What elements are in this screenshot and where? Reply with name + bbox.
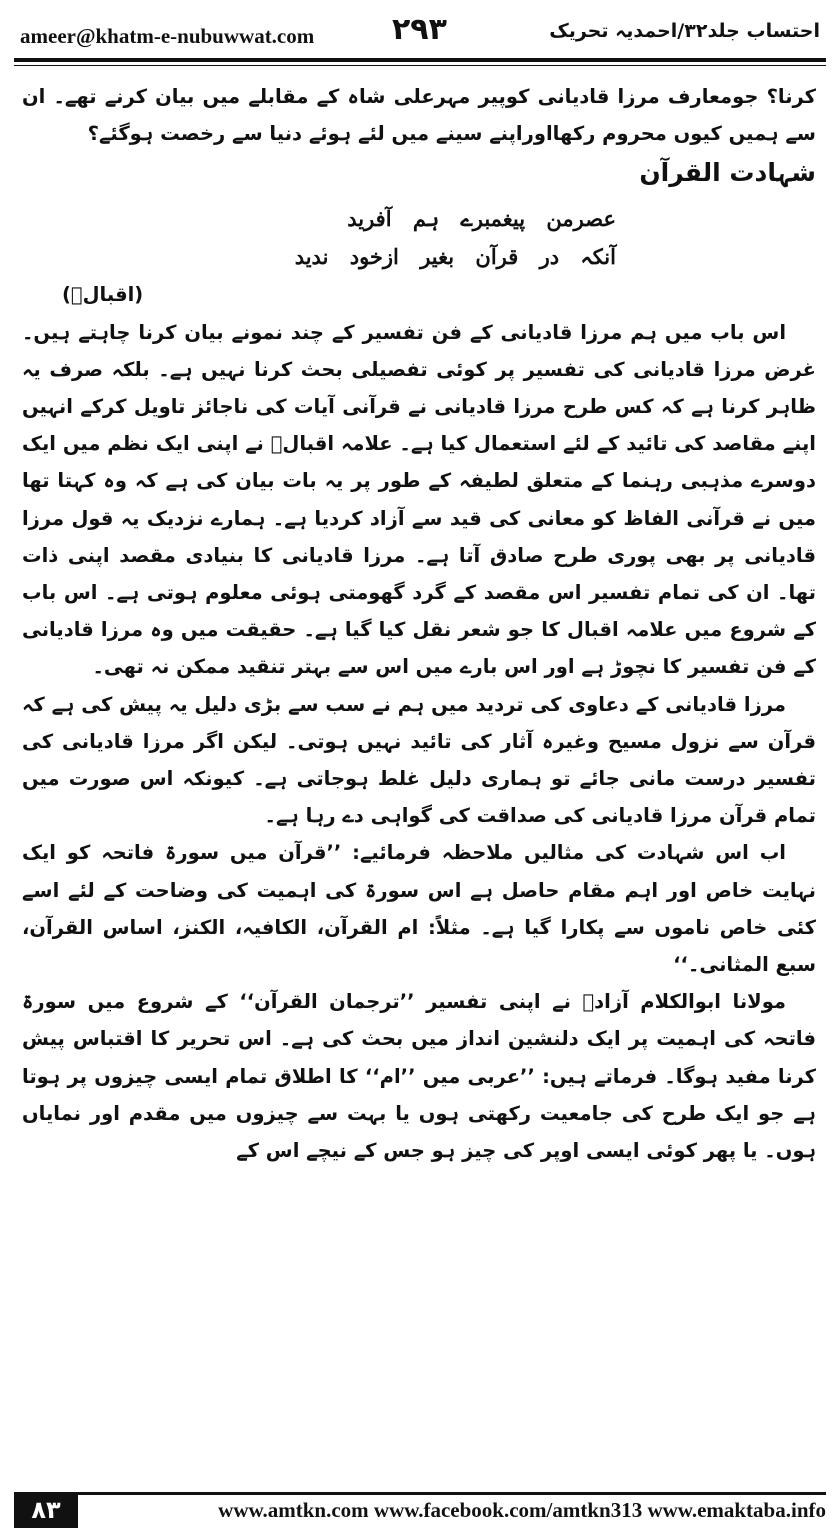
section-heading: شہادت القرآن	[639, 158, 816, 188]
page-footer	[14, 1492, 826, 1530]
body-paragraph-2: مرزا قادیانی کے دعاوی کی تردید میں ہم نے سب سے بڑی دلیل یہ پیش کی ہے کہ قرآن سے نزول مسیح وغیرہ آثار کی تائید نہیں ہوتی۔ لیکن اگر مرزا قادیانی کی تفسیر درست مانی جائے تو ہماری دلیل غلط ہوجاتی ہے۔ کیونکہ اس صورت میں تمام قرآن مرزا قادیانی کی صداقت کی گواہی دے رہا ہے۔	[22, 692, 816, 828]
header-page-number: ۲۹۳	[392, 12, 447, 47]
poem-line-2: آنکہ در قرآن بغیر ازخود ندید	[294, 244, 616, 270]
body-paragraph-1: اس باب میں ہم مرزا قادیانی کے فن تفسیر کے چند نمونے بیان کرنا چاہتے ہیں۔ غرض مرزا قادیانی کی تفسیر پر کوئی تفصیلی بحث کرنا نہیں ہے۔ بلکہ صرف یہ ظاہر کرنا ہے کہ کس طرح مرزا قادیانی نے قرآنی آیات کی ناجائز تاویل کرکے انہیں اپنے مقاصد کی تائید کے لئے استعمال کیا ہے۔ علامہ اقبالؒ نے اپنی ایک نظم میں ایک دوسرے مذہبی رہنما کے متعلق لطیفہ کے طور پر یہ بات بیان کی ہے کہ وہ کہتا تھا میں نے قرآنی الفاظ کو معانی کی قید سے آزاد کردیا ہے۔ ہمارے نزدیک یہ قول مرزا قادیانی پر بھی پوری طرح صادق آتا ہے۔ مرزا قادیانی کا بنیادی مقصد اپنی ذات تھا۔ ان کی تمام تفسیر اس مقصد کے گرد گھومتی ہوئی معلوم ہوتی ہے۔ اس باب کے شروع میں علامہ اقبال کا جو شعر نقل کیا گیا ہے۔ حقیقت میں وہ مرزا قادیانی کے فن تفسیر کا نچوڑ ہے اور اس بارے میں اس سے بہتر تنقید ممکن نہ تھی۔	[22, 320, 816, 679]
body-paragraph-3: اب اس شہادت کی مثالیں ملاحظہ فرمائیے: ’’قرآن میں سورۃ فاتحہ کو ایک نہایت خاص اور اہم مقام حاصل ہے اس سورۃ کی اہمیت کی وضاحت کے لئے اسے کئی خاص ناموں سے پکارا گیا ہے۔ مثلاً: ام القرآن، الکافیہ، الکنز، اساس القرآن، سبع المثانی۔‘‘	[22, 841, 816, 977]
footer-page-number: ۸۳	[14, 1492, 78, 1528]
header-email: ameer@khatm-e-nubuwwat.com	[20, 24, 315, 48]
header-rule	[14, 58, 826, 62]
poem-line-1: عصرمن پیغمبرے ہم آفرید	[347, 206, 616, 232]
body-paragraph-4: مولانا ابوالکلام آزادؒ نے اپنی تفسیر ’’ترجمان القرآن‘‘ کے شروع میں سورۃ فاتحہ کی اہمیت پر ایک دلنشین انداز میں بحث کی ہے۔ اس تحریر کا اقتباس پیش کرنا مفید ہوگا۔ فرماتے ہیں: ’’عربی میں ’’ام‘‘ کا اطلاق تمام ایسی چیزوں پر ہوتا ہے جو ایک طرح کی جامعیت رکھتی ہوں یا بہت سے چیزوں میں مقدم اور نمایاں ہوں۔ یا پھر کوئی ایسی اوپر کی چیز ہو جس کے نیچے اس کے	[22, 990, 816, 1163]
poem-verse	[22, 200, 816, 276]
poem-attribution: (اقبالؒ)	[62, 283, 144, 307]
page-header	[14, 10, 826, 54]
header-rule-thin	[14, 65, 826, 66]
opening-paragraph: کرنا؟ جومعارف مرزا قادیانی کوپیر مہرعلی شاہ کے مقابلے میں بیان کرنے تھے۔ ان سے ہمیں کیوں محروم رکھااوراپنے سینے میں لئے ہوئے دنیا سے رخصت ہوگئے؟	[22, 85, 816, 146]
header-book-title: احتساب جلد۳۲/احمدیہ تحریک	[549, 20, 820, 42]
page-content	[22, 78, 816, 1169]
footer-rule	[78, 1492, 826, 1495]
footer-urls[interactable]: www.amtkn.com www.facebook.com/amtkn313 www.emaktaba.info	[218, 1498, 826, 1522]
